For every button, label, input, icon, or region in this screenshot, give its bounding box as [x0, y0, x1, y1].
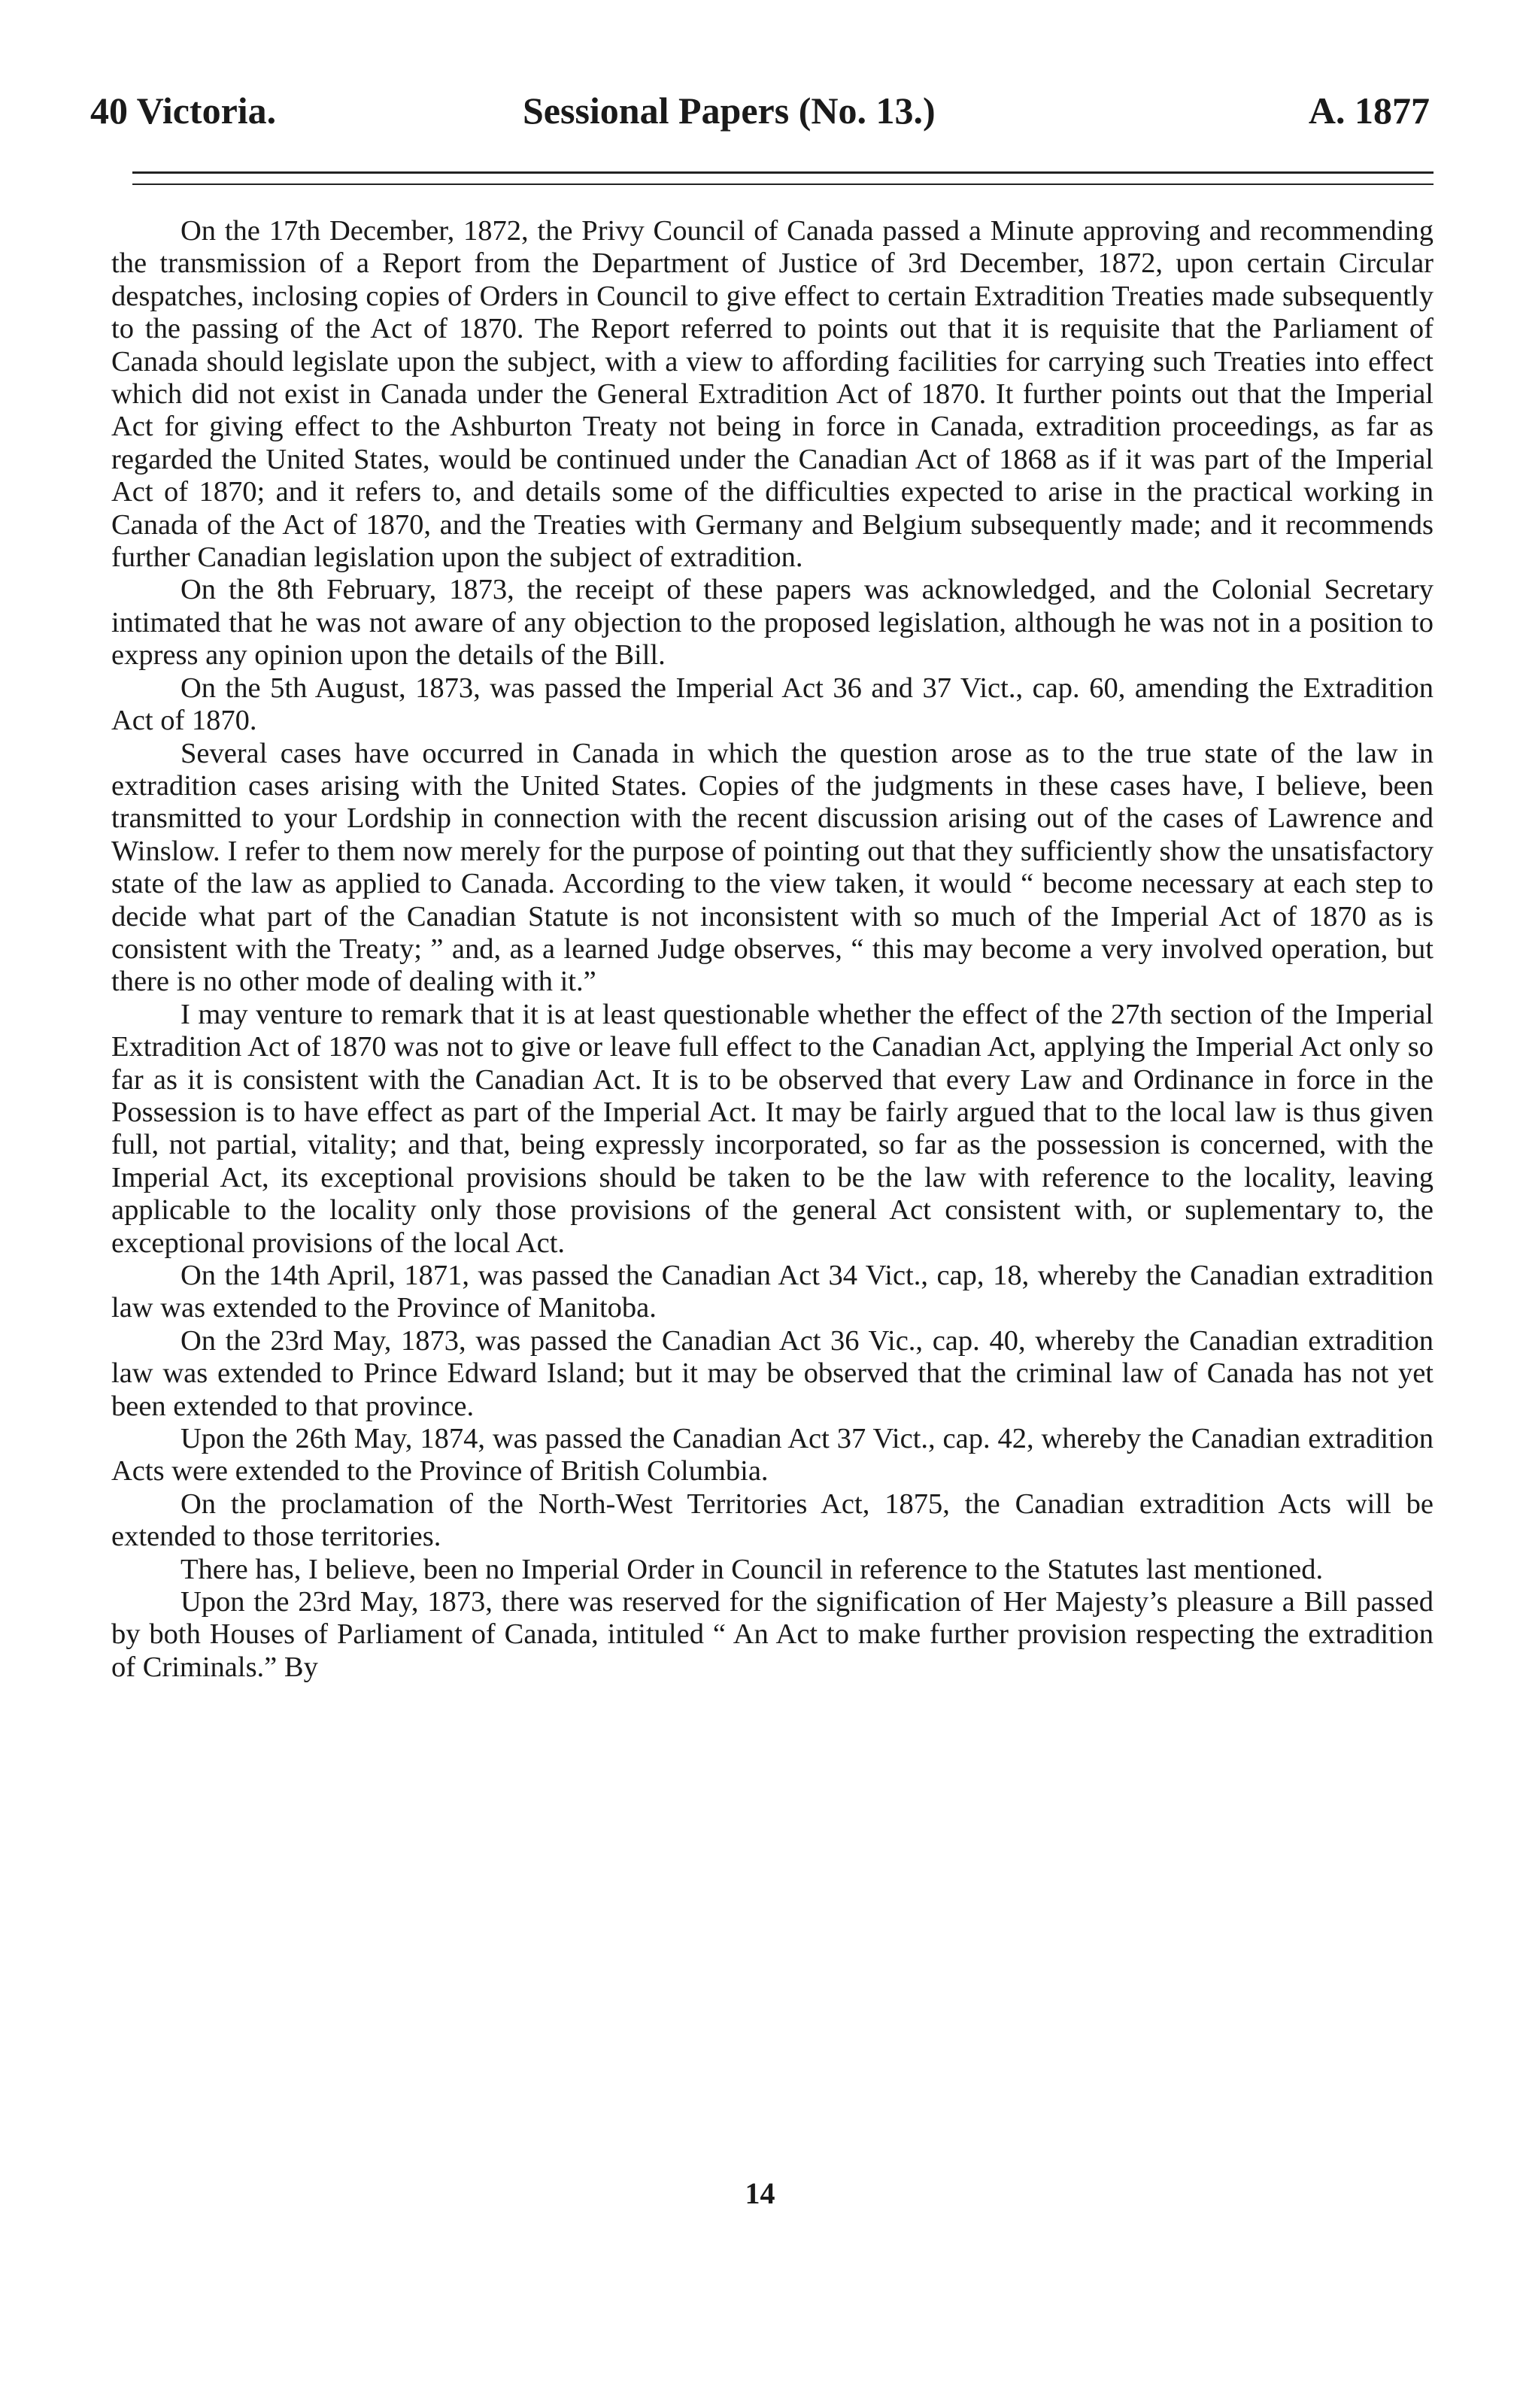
header-year: A. 1877: [1308, 89, 1430, 132]
header-rule-bottom: [132, 183, 1434, 185]
paragraph-section-27: I may venture to remark that it is at least questionable whether the effect of the 27th section of the Imperial Extradition Act of 1870 was not to give or leave full effect to the Canadian Act, applying the Imperial Act only so far as it is consistent with the Canadian Act. It is to be observed that every Law and Ordinance in force in the Possession is to have effect as part of the Imperial Act. It may be fairly argued that to the local law is thus given full, not partial, vitality; and that, being expressly incorporated, so far as the possession is concerned, with the Imperial Act, its exceptional provisions should be taken to be the law with reference to the locality, leaving applicable to the locality only those provisions of the general Act consistent with, or suplementary to, the exceptional provisions of the local Act.: [111, 998, 1434, 1259]
paragraph-colonial-secretary: On the 8th February, 1873, the receipt of these papers was acknowledged, and the Colonial Secretary intimated that he was not aware of any objection to the proposed legislation, although he was not in a position to express any opinion upon the details of the Bill.: [111, 574, 1434, 672]
paragraph-north-west-territories: On the proclamation of the North-West Territories Act, 1875, the Canadian extradition Acts will be extended to those territories.: [111, 1488, 1434, 1553]
paragraph-privy-council-minute: On the 17th December, 1872, the Privy Council of Canada passed a Minute approving and recommending the transmission of a Report from the Department of Justice of 3rd December, 1872, upon certain Circular despatches, inclosing copies of Orders in Council to give effect to certain Extradition Treaties made subsequently to the passing of the Act of 1870. The Report referred to points out that it is requisite that the Parliament of Canada should legislate upon the subject, with a view to affording facilities for carrying such Treaties into effect which did not exist in Canada under the General Extradition Act of 1870. It further points out that the Imperial Act for giving effect to the Ashburton Treaty not being in force in Canada, extradition proceedings, as far as regarded the United States, would be continued under the Canadian Act of 1868 as if it was part of the Imperial Act of 1870; and it refers to, and details some of the difficulties expected to arise in the practical working in Canada of the Act of 1870, and the Treaties with Germany and Belgium subsequently made; and it recommends further Canadian legislation upon the subject of extradition.: [111, 215, 1434, 574]
header-title: Sessional Papers (No. 13.): [523, 89, 936, 132]
paragraph-british-columbia: Upon the 26th May, 1874, was passed the Canadian Act 37 Vict., cap. 42, whereby the Canadian extradition Acts were extended to the Province of British Columbia.: [111, 1423, 1434, 1488]
paragraph-extradition-cases: Several cases have occurred in Canada in which the question arose as to the true state of the law in extradition cases arising with the United States. Copies of the judgments in these cases have, I believe, been transmitted to your Lordship in connection with the recent discussion arising out of the cases of Lawrence and Winslow. I refer to them now merely for the purpose of pointing out that they sufficiently show the unsatisfactory state of the law as applied to Canada. According to the view taken, it would “ become necessary at each step to decide what part of the Canadian Statute is not inconsistent with so much of the Imperial Act of 1870 as is consistent with the Treaty; ” and, as a learned Judge observes, “ this may become a very involved operation, but there is no other mode of dealing with it.”: [111, 737, 1434, 998]
paragraph-prince-edward-island: On the 23rd May, 1873, was passed the Canadian Act 36 Vic., cap. 40, whereby the Canadian extradition law was extended to Prince Edward Island; but it may be observed that the criminal law of Canada has not yet been extended to that province.: [111, 1324, 1434, 1422]
paragraph-imperial-act-1873: On the 5th August, 1873, was passed the Imperial Act 36 and 37 Vict., cap. 60, amending the Extradition Act of 1870.: [111, 672, 1434, 737]
paragraph-no-imperial-order: There has, I believe, been no Imperial Order in Council in reference to the Statutes last mentioned.: [181, 1553, 1324, 1585]
paragraph-manitoba: On the 14th April, 1871, was passed the Canadian Act 34 Vict., cap, 18, whereby the Canadian extradition law was extended to the Province of Manitoba.: [111, 1260, 1434, 1324]
running-head: [90, 89, 1430, 149]
body-text: [111, 215, 1434, 1684]
header-regnal-year: 40 Victoria.: [90, 89, 277, 132]
paragraph-reserved-bill: Upon the 23rd May, 1873, there was reserved for the signification of Her Majesty’s pleasure a Bill passed by both Houses of Parliament of Canada, intituled “ An Act to make further provision respecting the extradition of Criminals.” By: [111, 1586, 1434, 1683]
page-number: 14: [745, 2176, 775, 2210]
header-rule-top: [132, 171, 1434, 174]
